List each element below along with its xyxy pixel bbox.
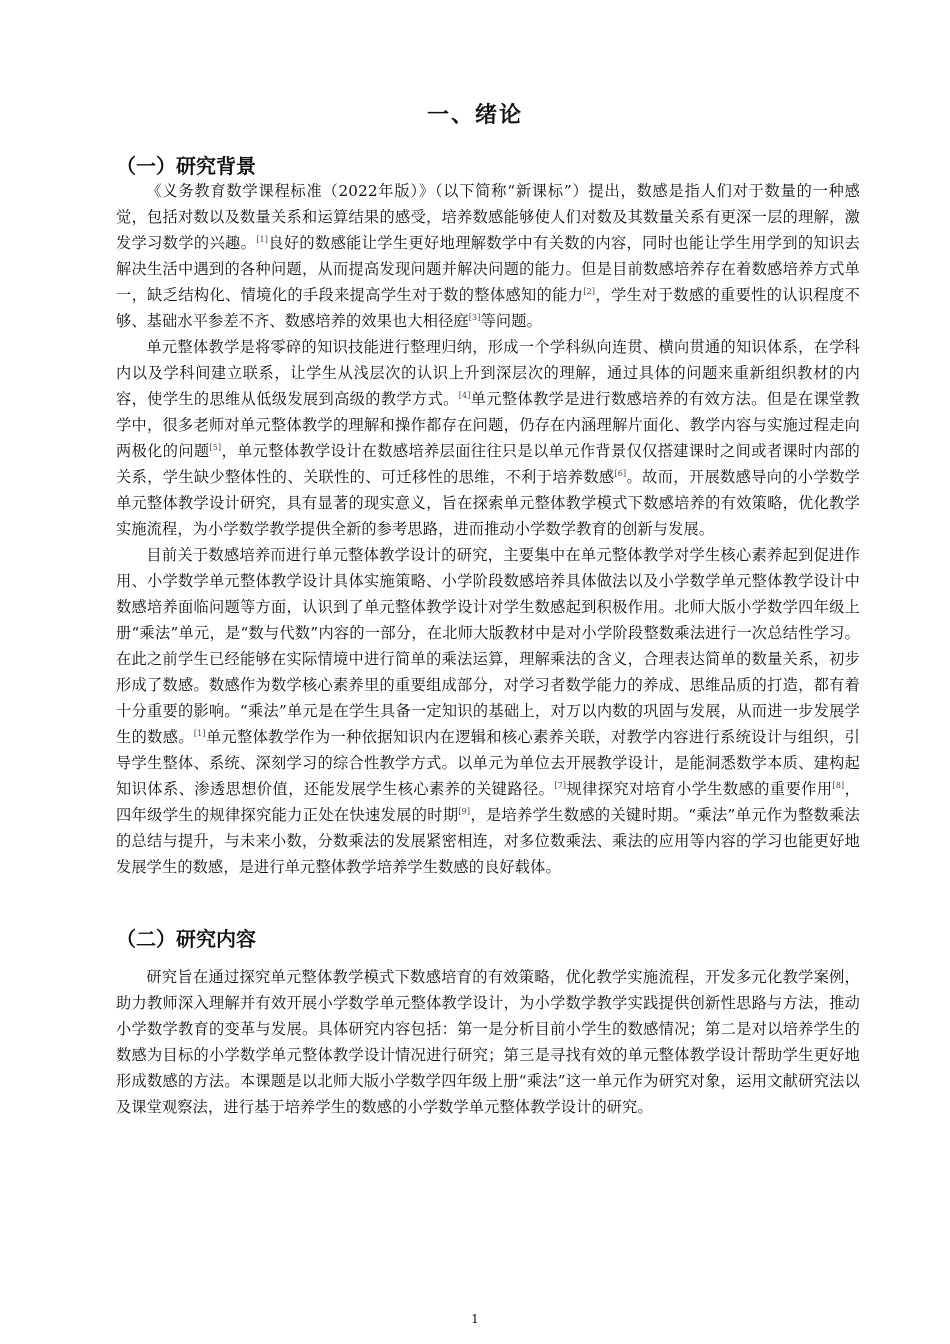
text-run: 等问题。 [480,312,542,330]
paragraph [116,334,860,542]
citation-marker: [6] [614,469,627,478]
citation-marker: [2] [583,287,596,296]
text-run: 单元整体教学是将零碎的知识技能进行整理归纳，形成一个学科纵向连贯、横向贯通的知识体系，在学科内以及学科间建立联系，让学生从浅层次的认识上升到深层次的理解，通过具体的问题来重新组织教材的内容，使学生的思维从低级发展到高级的教学方式。 [116,338,860,408]
citation-marker: [7] [554,781,567,790]
chapter-title: 一、绪论 [426,103,523,128]
paragraph [116,178,860,334]
citation-marker: [1] [193,729,206,738]
paragraph [116,964,860,1120]
text-run: 单元整体教学作为一种依据知识内在逻辑和核心素养关联，对教学内容进行系统设计与组织，引导学生整体、系统、深刻学习的综合性教学方式。以单元为单位去开展教学设计，是能洞悉数学本质、建构起知识体系、渗透思想价值，还能发展学生核心素养的关键路径。 [116,728,861,798]
paragraph [116,542,860,880]
citation-marker: [5] [209,443,222,452]
text-run: 目前关于数感培养而进行单元整体教学设计的研究，主要集中在单元整体教学对学生核心素养起到促进作用、小学数学单元整体教学设计具体实施策略、小学阶段数感培养具体做法以及小学数学单元整体教学设计中数感培养面临问题等方面，认识到了单元整体教学设计对学生数感起到积极作用。北师大版小学数学四年级上册“乘法”单元，是“数与代数”内容的一部分，在北师大版教材中是对小学阶段整数乘法进行一次总结性学习。在此之前学生已经能够在实际情境中进行简单的乘法运算，理解乘法的含义，合理表达简单的数量关系，初步形成了数感。数感作为数学核心素养里的重要组成部分，对学习者数学能力的养成、思维品质的打造，都有着十分重要的影响。“乘法”单元是在学生具备一定知识的基础上，对万以内数的巩固与发展，从而进一步发展学生的数感。 [116,546,860,746]
text-run: 研究旨在通过探究单元整体教学模式下数感培育的有效策略，优化教学实施流程，开发多元化教学案例，助力教师深入理解并有效开展小学数学单元整体教学设计，为小学数学教学实践提供创新性思路与方法，推动小学数学教育的变革与发展。具体研究内容包括：第一是分析目前小学生的数感情况；第二是对以培养学生的数感为目标的小学数学单元整体教学设计情况进行研究；第三是寻找有效的单元整体教学设计帮助学生更好地形成数感的方法。本课题是以北师大版小学数学四年级上册“乘法”这一单元作为研究对象，运用文献研究法以及课堂观察法，进行基于培养学生的数感的小学数学单元整体教学设计的研究。 [116,968,860,1116]
section-heading-content: （二）研究内容 [116,927,256,951]
text-run: 单元整体教学是进行数感培养的有效方法。但是在课堂教学中，很多老师对单元整体教学的理解和操作都存在问题，仍存在内涵理解片面化、教学内容与实施过程走向两极化的问题 [116,390,860,460]
section-body-background [116,178,860,880]
text-run: 规律探究对培育小学生数感的重要作用 [566,780,833,798]
citation-marker: [4] [458,391,471,400]
citation-marker: [1] [256,235,269,244]
citation-marker: [3] [468,313,481,322]
citation-marker: [8] [832,781,845,790]
text-run: ，学生对于数感的重要性的认识程度不够、基础水平参差不齐、数感培养的效果也大相径庭 [116,286,860,330]
text-run: ，是培养学生数感的关键时期。“乘法”单元作为整数乘法的总结与提升，与未来小数，分数乘法的发展紧密相连，对多位数乘法、乘法的应用等内容的学习也能更好地发展学生的数感，是进行单元整体教学培养学生数感的良好载体。 [116,806,860,876]
text-run: 《义务教育数学课程标准（2022年版）》（以下简称“新课标”）提出，数感是指人们对于数量的一种感觉，包括对数以及数量关系和运算结果的感受，培养数感能够使人们对数及其数量关系有更深一层的理解，激发学习数学的兴趣。 [116,182,860,252]
citation-marker: [9] [458,807,471,816]
section-heading-background: （一）研究背景 [116,154,256,178]
text-run: 。故而，开展数感导向的小学数学单元整体教学设计研究，具有显著的现实意义，旨在探索单元整体教学模式下数感培养的有效策略，优化教学实施流程，为小学数学教学提供全新的参考思路，进而推动小学数学教育的创新与发展。 [116,468,860,538]
section-body-content [116,964,860,1120]
text-run: ，单元整体教学设计在数感培养层面往往只是以单元作背景仅仅搭建课时之间或者课时内部的关系，学生缺少整体性的、关联性的、可迁移性的思维，不利于培养数感 [116,442,861,486]
text-run: ，四年级学生的规律探究能力正处在快速发展的时期 [116,780,860,824]
text-run: 良好的数感能让学生更好地理解数学中有关数的内容，同时也能让学生用学到的知识去解决生活中遇到的各种问题，从而提高发现问题并解决问题的能力。但是目前数感培养存在着数感培养方式单一，缺乏结构化、情境化的手段来提高学生对于数的整体感知的能力 [116,234,860,304]
page-number: 1 [471,1312,479,1326]
